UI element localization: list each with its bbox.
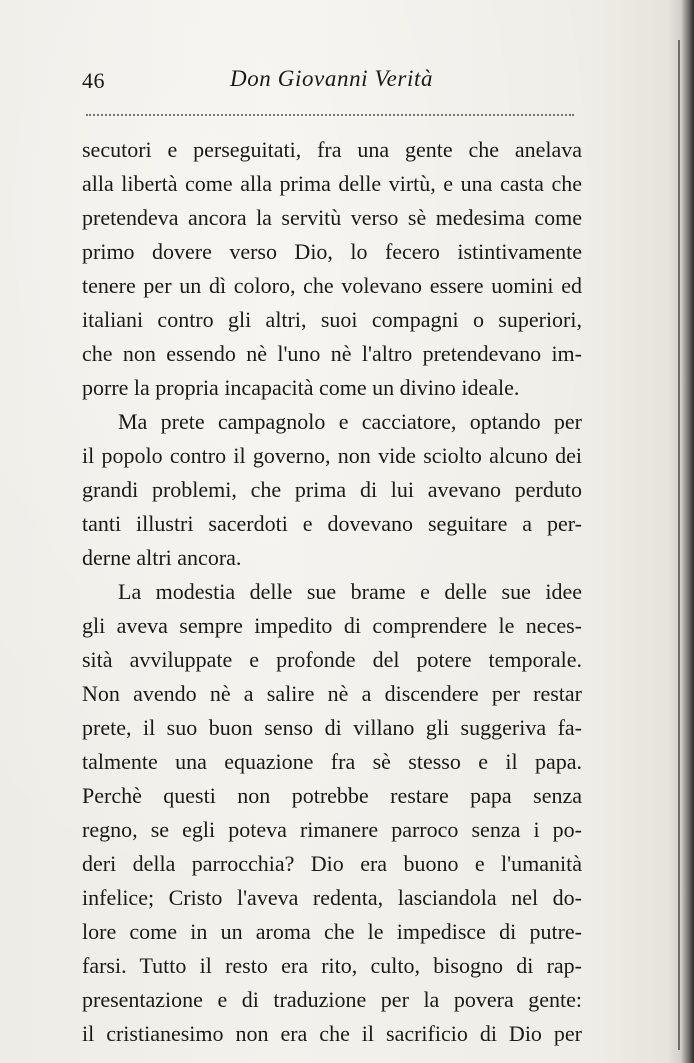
text-line: Perchè questi non potrebbe restare papa senza <box>82 783 582 808</box>
text-line: grandi problemi, che prima di lui avevano perduto <box>82 477 582 502</box>
text-line: italiani contro gli altri, suoi compagni o superiori, <box>82 307 582 332</box>
text-line: La modestia delle sue brame e delle sue idee <box>118 579 582 604</box>
page-header <box>82 60 577 100</box>
page-edge-line <box>678 40 680 1050</box>
page-number: 46 <box>82 68 105 93</box>
text-line: alla libertà come alla prima delle virtù, e una casta che <box>82 171 582 196</box>
text-line: il popolo contro il governo, non vide sciolto alcuno dei <box>82 443 582 468</box>
text-line: Ma prete campagnolo e cacciatore, optando per <box>118 409 582 434</box>
text-line: tenere per un dì coloro, che volevano essere uomini ed <box>82 273 582 298</box>
text-line: primo dovere verso Dio, lo fecero istintivamente <box>82 239 582 264</box>
text-line: il cristianesimo non era che il sacrificio di Dio per <box>82 1021 582 1046</box>
text-line: secutori e perseguitati, fra una gente che anelava <box>82 137 582 162</box>
text-line: pretendeva ancora la servitù verso sè medesima come <box>82 205 582 230</box>
text-line: tanti illustri sacerdoti e dovevano seguitare a per- <box>82 511 582 536</box>
text-line: Non avendo nè a salire nè a discendere per restar <box>82 681 582 706</box>
text-line: farsi. Tutto il resto era rito, culto, bisogno di rap- <box>82 953 582 978</box>
page-edge-shadow <box>668 0 694 1063</box>
text-line: deri della parrocchia? Dio era buono e l'umanità <box>82 851 582 876</box>
text-line: gli aveva sempre impedito di comprendere le neces- <box>82 613 582 638</box>
running-title: Don Giovanni Verità <box>230 66 434 91</box>
text-line: porre la propria incapacità come un divino ideale. <box>82 375 520 400</box>
header-divider <box>86 114 574 116</box>
text-line: prete, il suo buon senso di villano gli suggeriva fa- <box>82 715 582 740</box>
text-line: che non essendo nè l'uno nè l'altro pretendevano im- <box>82 341 582 366</box>
text-line: talmente una equazione fra sè stesso e il papa. <box>82 749 582 774</box>
text-line: derne altri ancora. <box>82 545 242 570</box>
text-line: regno, se egli poteva rimanere parroco senza i po- <box>82 817 582 842</box>
text-line: presentazione e di traduzione per la povera gente: <box>82 987 582 1012</box>
text-line: infelice; Cristo l'aveva redenta, lasciandola nel do- <box>82 885 582 910</box>
body-text <box>82 133 582 1051</box>
text-line: sità avviluppate e profonde del potere temporale. <box>82 647 582 672</box>
text-line: lore come in un aroma che le impedisce di putre- <box>82 919 582 944</box>
